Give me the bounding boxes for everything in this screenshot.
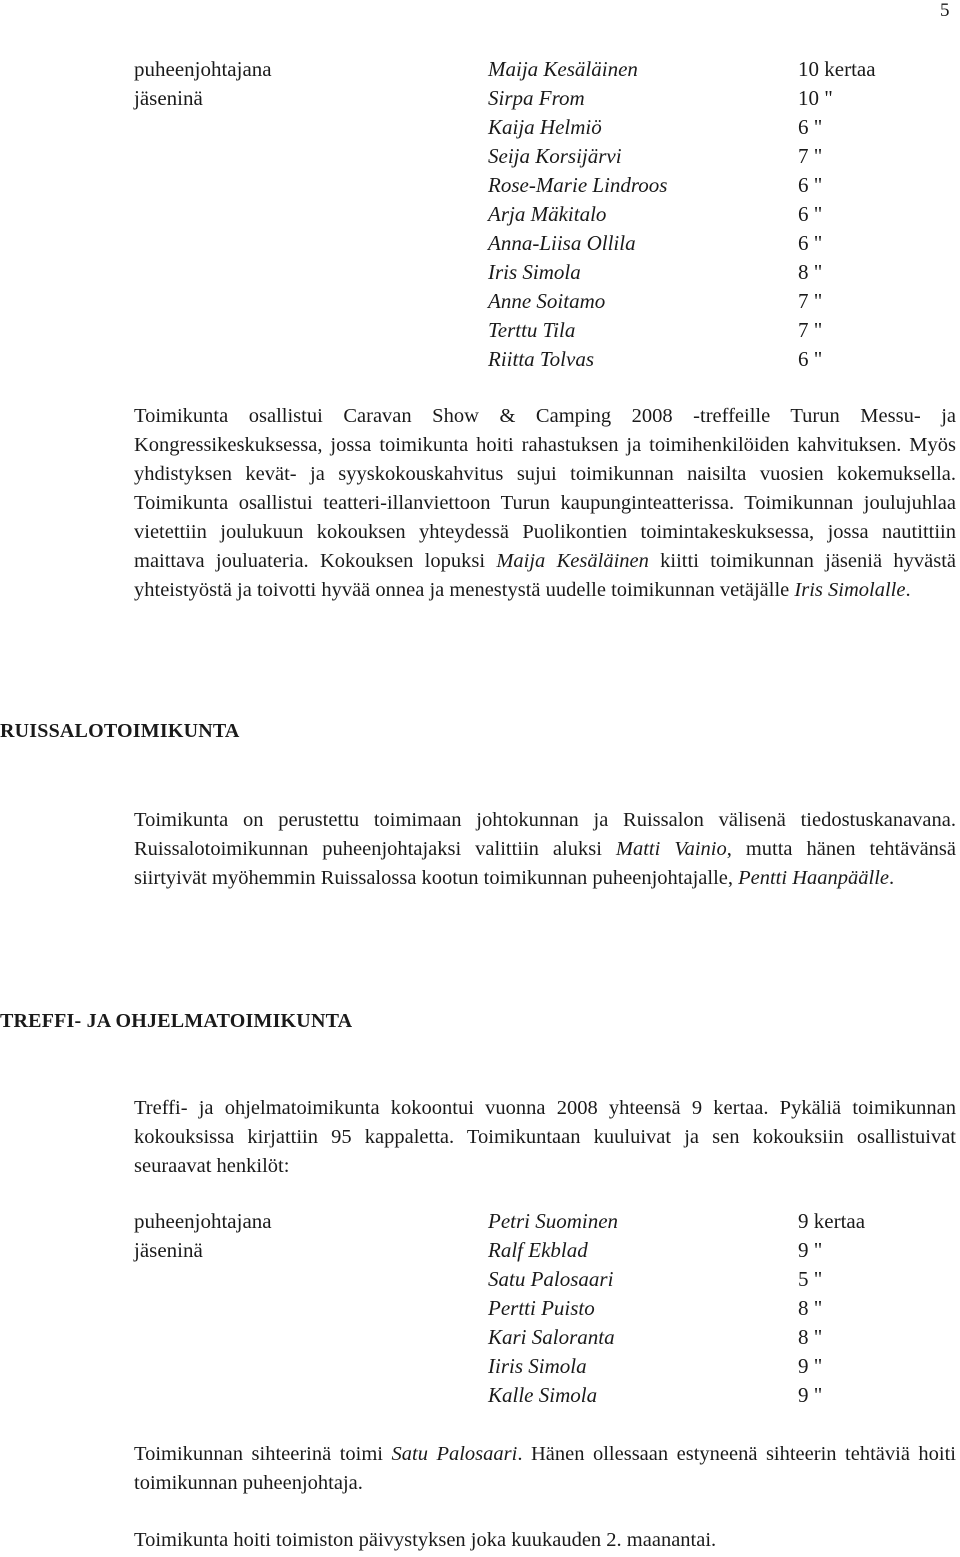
roster-count: 8 " [798, 260, 823, 284]
roster-role: jäseninä [134, 1238, 203, 1262]
person-name: Pentti Haanpäälle [738, 867, 889, 889]
paragraph-text: Toimikunnan sihteerinä toimi [134, 1443, 392, 1465]
roster-name: Seija Korsijärvi [488, 144, 622, 168]
roster-name: Sirpa From [488, 86, 585, 110]
roster-name: Anne Soitamo [488, 289, 606, 313]
roster-name: Pertti Puisto [488, 1296, 595, 1320]
page-number: 5 [940, 0, 950, 21]
paragraph-text: Toimikunta osallistui Caravan Show & Camping 2008 -treffeille Turun Messu- ja Kongressikeskuksessa, jossa toimikunta hoiti rahastuksen ja toimihenkilöiden kahvituksen. Myös yhdistyksen kevät- ja syyskokouskahvitus sujui toimikunnan naisilta vuosien kokemuksella. Toimikunta osallistui teatteri-illanviettoon Turun kaupunginteatterissa. Toimikunnan joulujuhlaa vietettiin joulukuun kokouksen yhteydessä Puolikontien toimintakeskuksessa, jossa nautittiin maittava jouluateria. Kokouksen lopuksi [134, 405, 956, 572]
paragraph-text: kiitti toimikunnan jäseniä hyvästä yhteistyöstä ja toivotti hyvää onnea ja menestystä uudelle toimikunnan vetäjälle [134, 550, 956, 601]
roster-count: 9 " [798, 1238, 823, 1262]
body-paragraph [134, 1440, 956, 1498]
person-name: Matti Vainio [615, 838, 727, 860]
roster-name: Arja Mäkitalo [488, 202, 607, 226]
roster-count: 6 " [798, 202, 823, 226]
person-name: Maija Kesäläinen [496, 550, 649, 572]
roster-name: Kari Saloranta [488, 1325, 615, 1349]
roster-name: Rose-Marie Lindroos [488, 173, 668, 197]
paragraph-text: . [889, 867, 895, 889]
roster-name: Kalle Simola [488, 1383, 598, 1407]
roster-count: 9 " [798, 1354, 823, 1378]
roster-name: Anna-Liisa Ollila [488, 231, 636, 255]
paragraph-text: . Hänen ollessaan estyneenä sihteerin tehtäviä hoiti toimikunnan puheenjohtaja. [134, 1443, 957, 1494]
roster-count: 5 " [798, 1267, 823, 1291]
roster-name: Iris Simola [488, 260, 581, 284]
roster-count: 10 kertaa [798, 57, 876, 81]
roster-count: 6 " [798, 173, 823, 197]
roster-count: 9 kertaa [798, 1209, 866, 1233]
body-paragraph: Treffi- ja ohjelmatoimikunta kokoontui vuonna 2008 yhteensä 9 kertaa. Pykäliä toimikunnan kokouksissa kirjattiin 95 kappaletta. Toimikuntaan kuuluivat ja sen kokouksiin osallistuivat seuraavat henkilöt: [134, 1097, 956, 1177]
roster-role: puheenjohtajana [134, 1209, 272, 1233]
paragraph-text: Toimikunta on perustettu toimimaan johtokunnan ja Ruissalon välisenä tiedostuskanavana. Ruissalotoimikunnan puheenjohtajaksi valittiin aluksi [134, 809, 956, 860]
roster-role: jäseninä [134, 86, 203, 110]
section-heading: RUISSALOTOIMIKUNTA [0, 720, 240, 742]
body-paragraph: Toimikunta hoiti toimiston päivystyksen joka kuukauden 2. maanantai. [134, 1529, 717, 1551]
roster-count: 7 " [798, 318, 823, 342]
roster-count: 6 " [798, 347, 823, 371]
roster-name: Ralf Ekblad [488, 1238, 588, 1262]
roster-name: Kaija Helmiö [488, 115, 602, 139]
person-name: Iris Simolalle [794, 579, 906, 601]
roster-name: Riitta Tolvas [488, 347, 594, 371]
roster-count: 6 " [798, 231, 823, 255]
roster-count: 7 " [798, 289, 823, 313]
roster-name: Terttu Tila [488, 318, 576, 342]
roster-count: 8 " [798, 1325, 823, 1349]
section-heading: TREFFI- JA OHJELMATOIMIKUNTA [0, 1010, 353, 1032]
roster-name: Iiris Simola [488, 1354, 587, 1378]
person-name: Satu Palosaari [391, 1443, 518, 1465]
roster-count: 10 " [798, 86, 833, 110]
roster-name: Petri Suominen [488, 1209, 619, 1233]
roster-role: puheenjohtajana [134, 57, 272, 81]
paragraph-text: , mutta hänen tehtävänsä siirtyivät myöhemmin Ruissalossa kootun toimikunnan puheenjohtajalle, [134, 838, 956, 889]
roster-count: 7 " [798, 144, 823, 168]
body-paragraph [134, 806, 956, 893]
roster-count: 6 " [798, 115, 823, 139]
paragraph-text: . [905, 579, 911, 601]
body-paragraph [134, 402, 956, 605]
roster-name: Maija Kesäläinen [488, 57, 638, 81]
roster-name: Satu Palosaari [488, 1267, 614, 1291]
roster-count: 8 " [798, 1296, 823, 1320]
roster-count: 9 " [798, 1383, 823, 1407]
